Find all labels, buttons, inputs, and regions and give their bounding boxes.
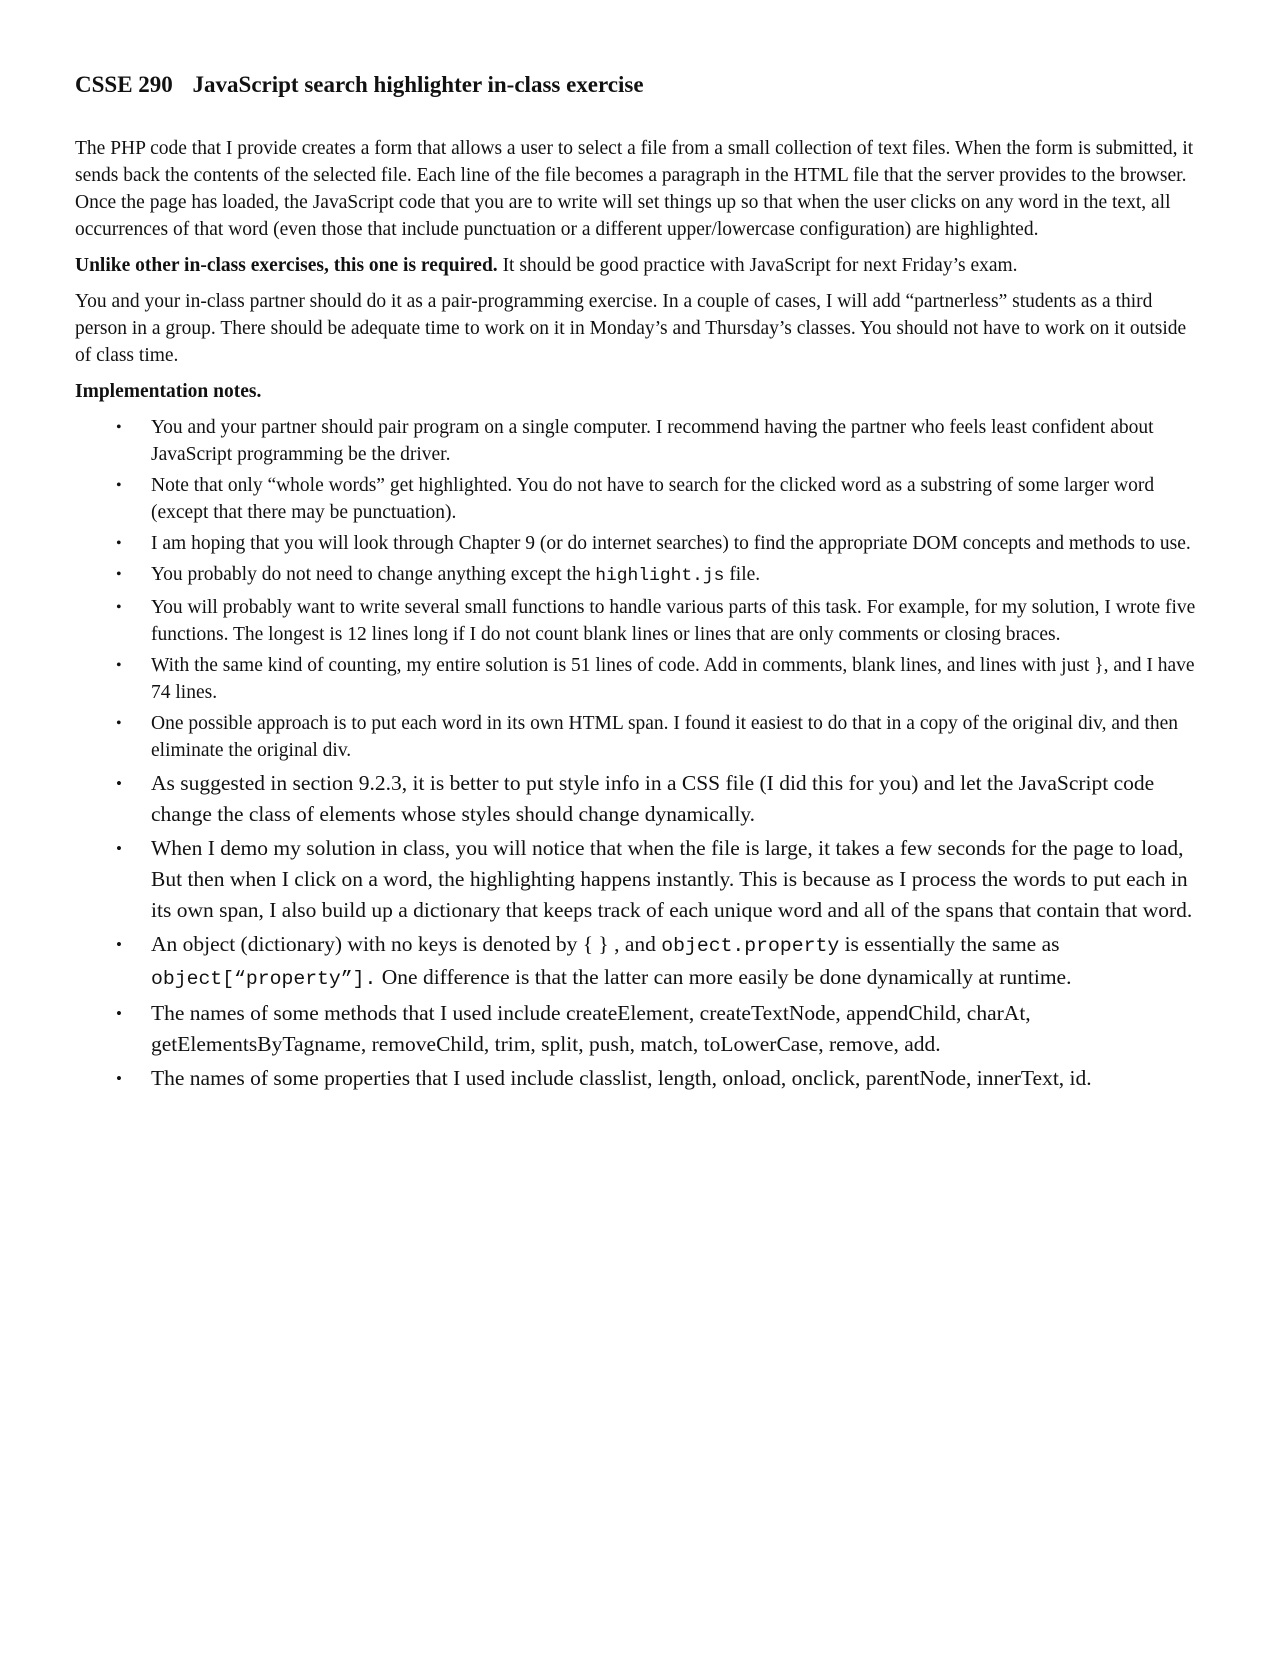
note-text: I am hoping that you will look through Chapter 9 (or do internet searches) to find the appropriate DOM concepts and methods to use.	[151, 533, 1191, 554]
list-item	[75, 1063, 1205, 1094]
pairing-paragraph: You and your in-class partner should do it as a pair-programming exercise. In a couple of cases, I will add “partnerless” students as a third person in a group. There should be adequate time to work on it in Monday’s and Thursday’s classes. You should not have to work on it outside of class time.	[75, 291, 1187, 366]
list-item	[75, 594, 1205, 648]
note-text: You and your partner should pair program on a single computer. I recommend having the partner who feels least confident about JavaScript programming be the driver.	[151, 417, 1154, 465]
bullet-icon: •	[116, 1069, 122, 1088]
code-object-property: object.property	[661, 935, 840, 957]
bullet-icon: •	[116, 839, 122, 858]
code-object-bracket: object[“property”].	[151, 968, 377, 990]
required-rest: It should be good practice with JavaScript for next Friday’s exam.	[497, 255, 1018, 276]
note-text: One difference is that the latter can more easily be done dynamically at runtime.	[376, 965, 1072, 989]
list-item	[75, 768, 1205, 830]
bullet-icon: •	[116, 535, 122, 552]
exercise-name: JavaScript search highlighter in-class exercise	[192, 72, 644, 97]
note-text: One possible approach is to put each word in its own HTML span. I found it easiest to do that in a copy of the original div, and then eliminate the original div.	[151, 713, 1178, 761]
list-item	[75, 414, 1205, 468]
bullet-icon: •	[116, 419, 122, 436]
document-page	[75, 70, 1205, 1097]
bullet-icon: •	[116, 657, 122, 674]
notes-list	[75, 414, 1205, 1094]
code-filename: highlight.js	[595, 566, 725, 586]
bullet-icon: •	[116, 566, 122, 583]
intro-paragraph: The PHP code that I provide creates a form that allows a user to select a file from a small collection of text files. When the form is submitted, it sends back the contents of the selected file. Each line of the file becomes a paragraph in the HTML file that the server provides to the browser. Once the page has loaded, the JavaScript code that you are to write will set things up so that when the user clicks on any word in the text, all occurrences of that word (even those that include punctuation or a different upper/lowercase configuration) are highlighted.	[75, 138, 1194, 240]
list-item	[75, 652, 1205, 706]
note-text: The names of some properties that I used include classlist, length, onload, onclick, parentNode, innerText, id.	[151, 1066, 1092, 1090]
bullet-icon: •	[116, 774, 122, 793]
list-item	[75, 833, 1205, 926]
list-item	[75, 561, 1205, 590]
required-paragraph	[75, 252, 1205, 279]
bullet-icon: •	[116, 715, 122, 732]
list-item	[75, 472, 1205, 526]
list-item	[75, 530, 1205, 557]
note-text: An object (dictionary) with no keys is denoted by { } , and	[151, 932, 662, 956]
note-text: You probably do not need to change anything except the	[151, 564, 596, 585]
list-item	[75, 998, 1205, 1060]
bullet-icon: •	[116, 599, 122, 616]
bullet-icon: •	[116, 935, 122, 954]
note-text: Note that only “whole words” get highlighted. You do not have to search for the clicked word as a substring of some larger word (except that there may be punctuation).	[151, 475, 1155, 523]
note-text: As suggested in section 9.2.3, it is better to put style info in a CSS file (I did this for you) and let the JavaScript code change the class of elements whose styles should change dynamically.	[151, 771, 1155, 826]
note-text: You will probably want to write several small functions to handle various parts of this task. For example, for my solution, I wrote five functions. The longest is 12 lines long if I do not count blank lines or lines that are only comments or closing braces.	[151, 597, 1196, 645]
bullet-icon: •	[116, 477, 122, 494]
note-text: is essentially the same as	[839, 932, 1060, 956]
notes-heading: Implementation notes.	[75, 381, 262, 402]
note-text: When I demo my solution in class, you will notice that when the file is large, it takes a few seconds for the page to load, But then when I click on a word, the highlighting happens instantly. This is because as I process the words to put each in its own span, I also build up a dictionary that keeps track of each unique word and all of the spans that contain that word.	[151, 836, 1193, 922]
note-text: With the same kind of counting, my entire solution is 51 lines of code. Add in comments, blank lines, and lines with just }, and I have 74 lines.	[151, 655, 1195, 703]
course-code: CSSE 290	[75, 72, 173, 97]
note-text: file.	[724, 564, 761, 585]
required-notice: Unlike other in-class exercises, this one is required.	[75, 255, 498, 276]
bullet-icon: •	[116, 1004, 122, 1023]
note-text: The names of some methods that I used include createElement, createTextNode, appendChild, charAt, getElementsByTagname, removeChild, trim, split, push, match, toLowerCase, remove, add.	[151, 1001, 1031, 1056]
list-item	[75, 929, 1205, 995]
list-item	[75, 710, 1205, 764]
page-title	[75, 70, 1205, 100]
